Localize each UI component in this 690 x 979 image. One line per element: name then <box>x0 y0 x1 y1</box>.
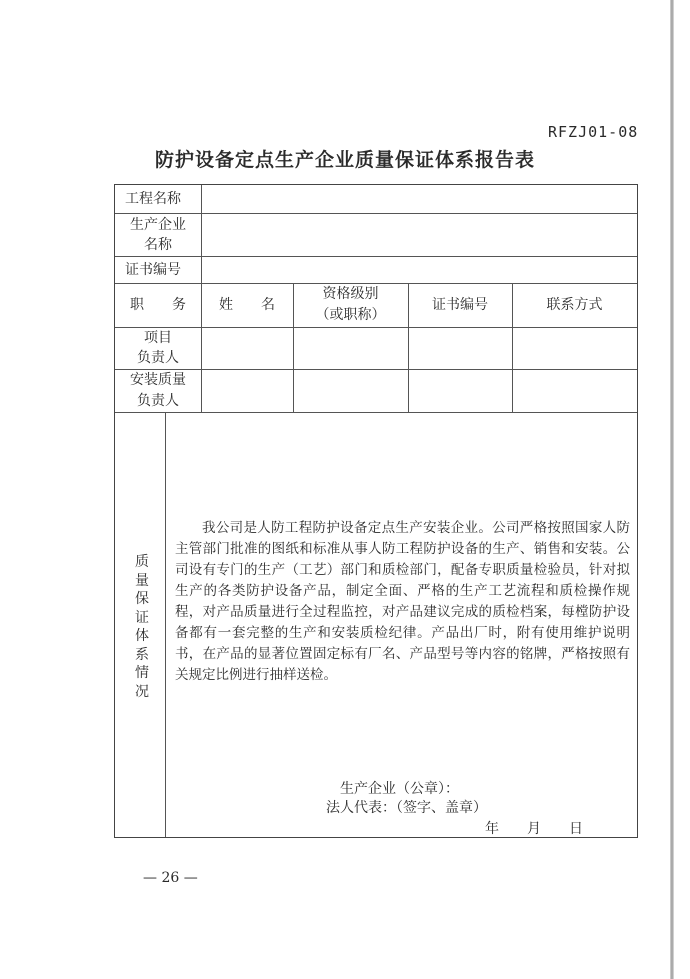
project-name-label: 工程名称 <box>125 191 181 207</box>
qa-label-char: 况 <box>135 683 149 700</box>
col-position: 职 务 <box>130 297 186 313</box>
report-table <box>114 184 638 838</box>
company-name-field[interactable] <box>202 214 637 256</box>
qa-label-char: 体 <box>135 628 149 644</box>
role-project-line2: 负责人 <box>137 350 179 366</box>
role-project-line1: 项目 <box>144 330 172 346</box>
qa-description <box>175 518 630 686</box>
company-label-line2: 名称 <box>144 237 172 253</box>
qa-section-label <box>130 553 154 701</box>
qa-label-char: 系 <box>135 646 149 663</box>
qa-label-char: 证 <box>135 609 149 626</box>
qa-label-char: 情 <box>135 665 149 681</box>
col-name: 姓 名 <box>219 297 275 313</box>
qa-paragraph: 我公司是人防工程防护设备定点生产安装企业。公司严格按照国家人防主管部门批准的图纸和标准从事人防工程防护设备的生产、销售和安装。公司设有专门的生产（工艺）部门和质检部门，配备专职质量检验员，针对拟生产的各类防护设备产品，制定全面、严格的生产工艺流程和质检操作规程，对产品质量进行全过程监控，对产品建议完成的质检档案，每樘防护设备都有一套完整的生产和安装质检纪律。产品出厂时，附有使用维护说明书，在产品的显著位置固定标有厂名、产品型号等内容的铭牌，严格按照有关规定比例进行抽样送检。 <box>175 520 630 683</box>
col-qualification-line2: （或职称） <box>315 307 386 323</box>
cert-no-label: 证书编号 <box>125 262 181 278</box>
col-cert-no: 证书编号 <box>432 297 488 313</box>
cert-no-field[interactable] <box>202 257 637 283</box>
qa-label-char: 质 <box>135 554 149 570</box>
company-label-line1: 生产企业 <box>130 217 186 233</box>
qa-label-char: 保 <box>135 591 149 607</box>
col-qualification-line1: 资格级别 <box>322 286 379 302</box>
col-contact: 联系方式 <box>546 297 603 313</box>
row-divider <box>115 412 637 413</box>
project-name-field[interactable] <box>202 185 637 213</box>
role-install-line1: 安装质量 <box>130 372 186 388</box>
page-title: 防护设备定点生产企业质量保证体系报告表 <box>154 149 535 171</box>
company-seal-label: 生产企业（公章）： <box>340 781 459 797</box>
date-label: 年 月 日 <box>485 821 583 837</box>
qa-label-divider <box>165 412 166 837</box>
page-number: — 26 — <box>143 870 198 886</box>
qa-label-char: 量 <box>135 572 149 589</box>
role-install-line2: 负责人 <box>137 393 179 409</box>
form-code: RFZJ01-08 <box>548 123 639 141</box>
legal-rep-label: 法人代表：（签字、盖章） <box>326 800 487 816</box>
